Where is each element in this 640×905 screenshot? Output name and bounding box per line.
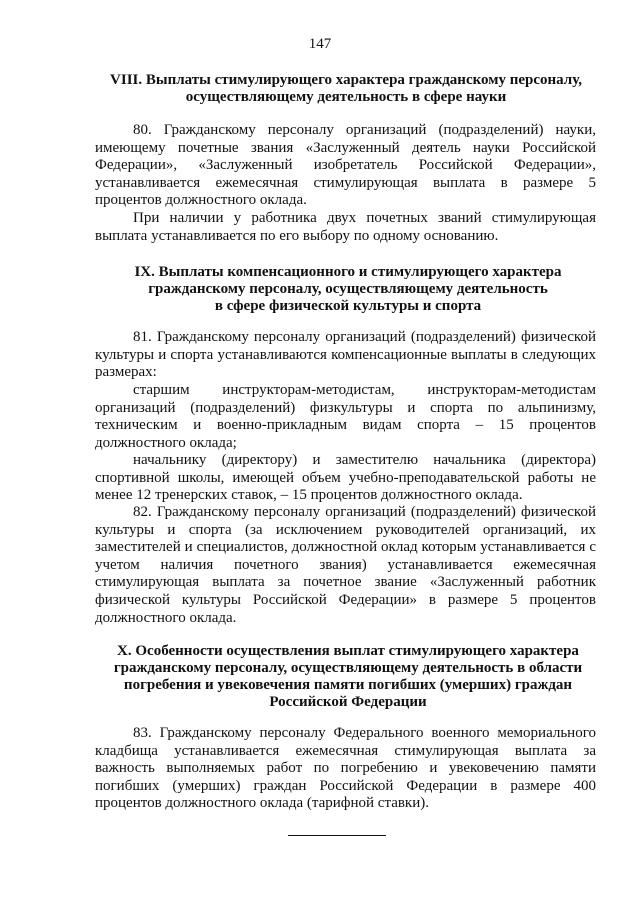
section-ix-heading-line-3: в сфере физической культуры и спорта <box>214 298 482 314</box>
paragraph-82: 82. Гражданскому персоналу организаций (подразделений) физической культуры и спорта (за исключением руководителей организаций, их заместителей и специалистов, должностной оклад которым устанавливается с учетом наличия почетного звания) устанавливается ежемесячная стимулирующая выплата за почетное звание «Заслуженный работник физической культуры Российской Федерации» в размере 5 процентов должностного оклада. <box>95 504 596 626</box>
section-x-heading-line-3: погребения и увековечения памяти погибших (умерших) граждан <box>123 677 573 693</box>
section-x-heading-line-1: X. Особенности осуществления выплат стимулирующего характера <box>117 643 579 659</box>
paragraph-81: 81. Гражданскому персоналу организаций (подразделений) физической культуры и спорта устанавливаются компенсационные выплаты в следующих размерах: <box>95 329 596 381</box>
end-rule <box>288 835 386 836</box>
paragraph-80: 80. Гражданскому персоналу организаций (подразделений) науки, имеющему почетные звания «Заслуженный деятель науки Российской Федерации», «Заслуженный изобретатель Российской Федерации», устанавливается ежемесячная стимулирующая выплата в размере 5 процентов должностного оклада. <box>95 122 596 209</box>
page-number: 147 <box>308 36 332 52</box>
paragraph-80-note: При наличии у работника двух почетных званий стимулирующая выплата устанавливается по его выбору по одному основанию. <box>95 210 596 244</box>
section-x-heading-line-2: гражданскому персоналу, осуществляющему деятельность в области <box>113 660 583 676</box>
paragraph-81-item-heads: начальнику (директору) и заместителю начальника (директора) спортивной школы, имеющей объем учебно-преподавательской работы не менее 12 тренерских ставок, – 15 процентов должностного оклада. <box>95 452 596 504</box>
section-x-heading-line-4: Российской Федерации <box>269 694 427 710</box>
section-viii-heading: VIII. Выплаты стимулирующего характера гражданскому персоналу, осуществляющему деятельность в сфере науки <box>110 72 582 105</box>
paragraph-83: 83. Гражданскому персоналу Федерального военного мемориального кладбища устанавливается ежемесячная стимулирующая выплата за важность выполняемых работ по погребению и увековечению памяти погибших (умерших) граждан Российской Федерации в размере 400 процентов должностного оклада (тарифной ставки). <box>95 725 596 812</box>
paragraph-81-item-instructors: старшим инструкторам-методистам, инструкторам-методистам организаций (подразделений) физкультуры и спорта по альпинизму, техническим и военно-прикладным видам спорта – 15 процентов должностного оклада; <box>95 382 596 451</box>
section-ix-heading-line-1: IX. Выплаты компенсационного и стимулирующего характера <box>134 264 562 280</box>
section-ix-heading-line-2: гражданскому персоналу, осуществляющему деятельность <box>148 281 548 297</box>
